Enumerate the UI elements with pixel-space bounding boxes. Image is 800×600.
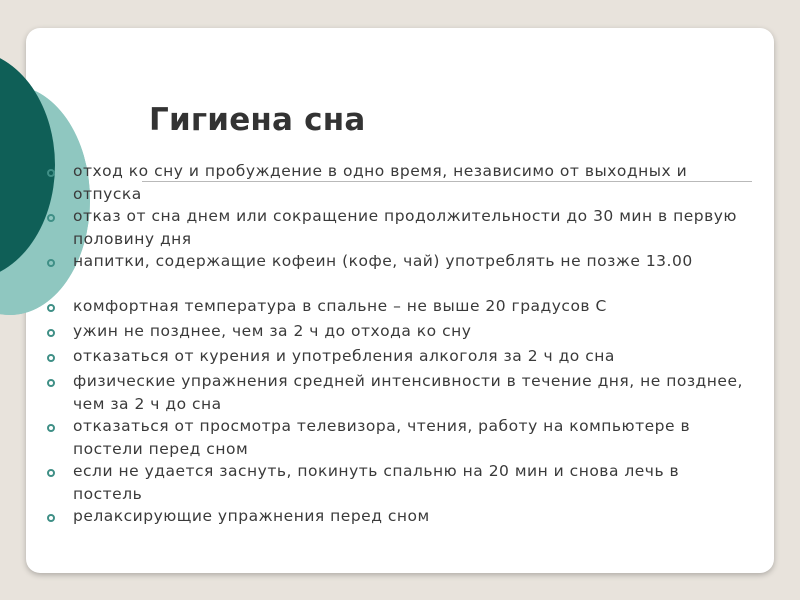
bullet-list (47, 160, 747, 530)
list-item-text: отказаться от просмотра телевизора, чтения, работу на компьютере в постели перед сном (73, 417, 691, 458)
bullet-icon (47, 514, 55, 522)
bullet-icon (47, 259, 55, 267)
bullet-icon (47, 354, 55, 362)
bullet-icon (47, 379, 55, 387)
bullet-icon (47, 304, 55, 312)
slide-title: Гигиена сна (149, 102, 366, 138)
list-item (47, 160, 747, 205)
list-item-text: отказаться от курения и употребления алкоголя за 2 ч до сна (73, 347, 615, 365)
list-item-text: релаксирующие упражнения перед сном (73, 507, 430, 525)
list-item (47, 205, 747, 250)
list-item (47, 320, 747, 345)
bullet-icon (47, 214, 55, 222)
list-item-text: отказ от сна днем или сокращение продолжительности до 30 мин в первую половину дня (73, 207, 737, 248)
bullet-icon (47, 329, 55, 337)
bullet-icon (47, 469, 55, 477)
list-item (47, 505, 747, 530)
list-item-text: ужин не позднее, чем за 2 ч до отхода ко сну (73, 322, 472, 340)
list-item-text: напитки, содержащие кофеин (кофе, чай) употреблять не позже 13.00 (73, 252, 693, 270)
list-item-text: физические упражнения средней интенсивности в течение дня, не позднее, чем за 2 ч до сна (73, 372, 743, 413)
list-item (47, 250, 747, 295)
list-item (47, 460, 747, 505)
bullet-icon (47, 169, 55, 177)
list-item-text: отход ко сну и пробуждение в одно время, независимо от выходных и отпуска (73, 162, 688, 203)
list-item (47, 345, 747, 370)
list-item-text: если не удается заснуть, покинуть спальню на 20 мин и снова лечь в постель (73, 462, 680, 503)
list-item (47, 295, 747, 320)
bullet-icon (47, 424, 55, 432)
list-item (47, 415, 747, 460)
list-item-text: комфортная температура в спальне – не выше 20 градусов С (73, 297, 607, 315)
list-item (47, 370, 747, 415)
